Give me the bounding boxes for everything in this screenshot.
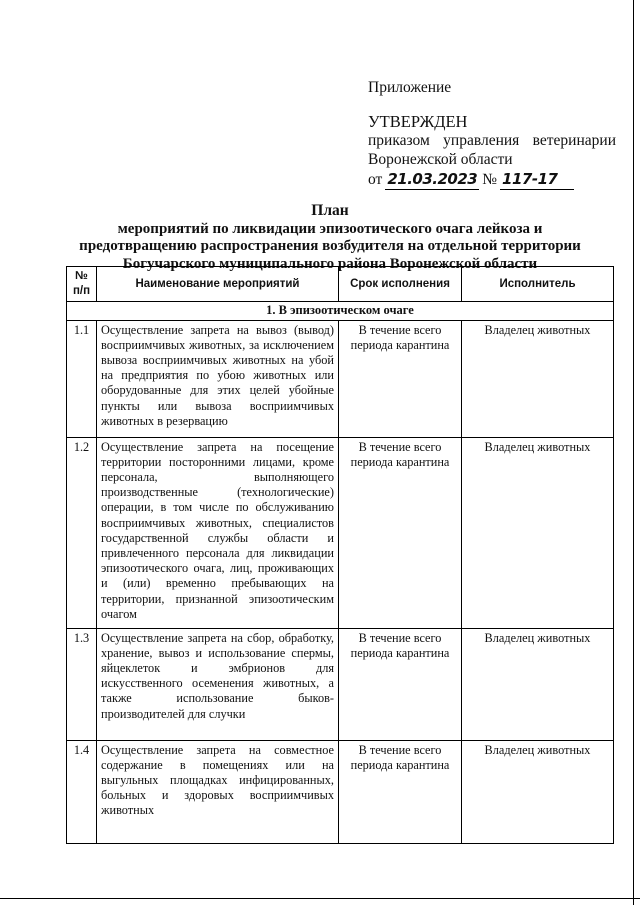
- approval-region-line: Воронежской области: [368, 151, 513, 168]
- number-prefix: №: [482, 171, 498, 188]
- measures-table: [66, 266, 614, 844]
- section-title: 1. В эпизоотическом очаге: [67, 302, 614, 320]
- title-plan: План: [311, 202, 349, 219]
- table-row: [67, 320, 614, 437]
- table-row: [67, 628, 614, 740]
- row-name: Осуществление запрета на вывоз (вывод) восприимчивых животных, за исключением вывоза восприимчивых животных на убой на предприятия по убою животных или оборудованные для этих целей убойные пункты или вывоза восприимчивых животных в резервацию: [97, 320, 339, 437]
- header-executor: Исполнитель: [462, 267, 614, 302]
- row-num: 1.4: [67, 740, 97, 843]
- approval-block: [368, 78, 616, 190]
- document-title: [70, 202, 590, 273]
- row-executor: Владелец животных: [462, 628, 614, 740]
- page-border-right: [633, 0, 634, 905]
- order-date: 21.03.2023: [387, 170, 478, 188]
- title-line-1: мероприятий по ликвидации эпизоотического очага лейкоза и: [117, 220, 543, 237]
- order-number: 117-17: [500, 170, 574, 190]
- row-name: Осуществление запрета на сбор, обработку, хранение, вывоз и использование спермы, яйцеклеток и эмбрионов для искусственного осеменения животных, а также использование быков-производителей для случки: [97, 628, 339, 740]
- section-row: [67, 302, 614, 320]
- header-term: Срок исполнения: [339, 267, 462, 302]
- table-row: [67, 740, 614, 843]
- approval-order-line: приказом управления ветеринарии: [368, 132, 616, 149]
- row-executor: Владелец животных: [462, 320, 614, 437]
- row-name: Осуществление запрета на посещение территории посторонними лицами, кроме персонала, выполняющего производственные (технологические) операции, в том числе по обслуживанию восприимчивых животных, специалистов государственной службы области и привлеченного персонала для ликвидации эпизоотического очага, лиц, проживающих и (или) временно пребывающих на территории, признанной эпизоотическим очагом: [97, 437, 339, 628]
- appendix-label: Приложение: [368, 79, 452, 96]
- row-term: В течение всего периода карантина: [339, 320, 462, 437]
- row-term: В течение всего периода карантина: [339, 628, 462, 740]
- row-executor: Владелец животных: [462, 740, 614, 843]
- header-num: № п/п: [67, 267, 97, 302]
- row-num: 1.3: [67, 628, 97, 740]
- table-row: [67, 437, 614, 628]
- page-border-bottom: [0, 898, 640, 899]
- row-num: 1.1: [67, 320, 97, 437]
- row-name: Осуществление запрета на совместное содержание в помещениях или на выгульных площадках инфицированных, больных и здоровых восприимчивых животных: [97, 740, 339, 843]
- row-num: 1.2: [67, 437, 97, 628]
- table-header-row: [67, 267, 614, 302]
- row-term: В течение всего периода карантина: [339, 740, 462, 843]
- row-executor: Владелец животных: [462, 437, 614, 628]
- header-name: Наименование мероприятий: [97, 267, 339, 302]
- date-prefix: от: [368, 171, 383, 188]
- approved-label: УТВЕРЖДЕН: [368, 112, 468, 131]
- title-line-2: предотвращению распространения возбудителя на отдельной территории: [79, 238, 581, 254]
- title-line-3: Богучарского муниципального района Воронежской области: [122, 255, 538, 272]
- approval-date-number: [368, 170, 616, 190]
- row-term: В течение всего периода карантина: [339, 437, 462, 628]
